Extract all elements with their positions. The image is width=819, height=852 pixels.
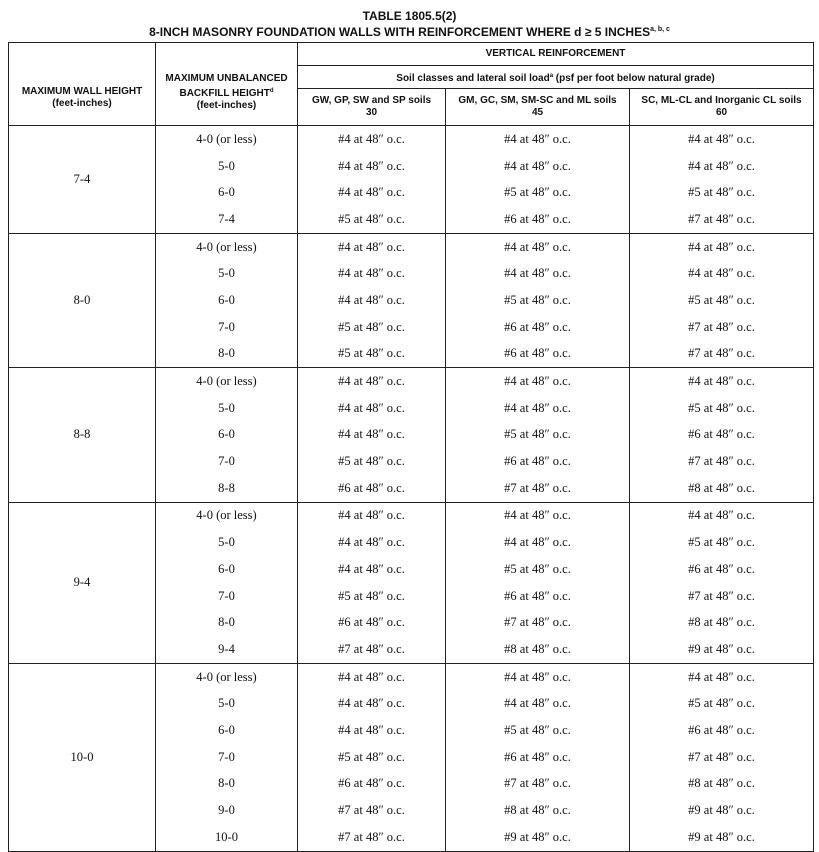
soil-45-cell: #4 at 48″ o.c. [446,502,630,529]
backfill-height-cell: 5-0 [156,690,298,717]
soil-60-cell: #7 at 48″ o.c. [630,744,814,771]
backfill-height-cell: 10-0 [156,824,298,851]
soil-60-cell: #8 at 48″ o.c. [630,771,814,798]
header-soil-col-3 [630,89,814,126]
soil-45-cell: #4 at 48″ o.c. [446,529,630,556]
soil-30-cell: #7 at 48″ o.c. [298,797,446,824]
header-soil-units: (psf per foot below natural grade) [553,72,715,84]
soil-60-cell: #9 at 48″ o.c. [630,824,814,851]
soil-30-cell: #5 at 48″ o.c. [298,583,446,610]
soil-60-cell: #4 at 48″ o.c. [630,126,814,153]
soil-30-cell: #4 at 48″ o.c. [298,179,446,206]
wall-height-cell: 8-0 [9,233,156,367]
wall-height-cell: 7-4 [9,126,156,234]
soil-60-cell: #4 at 48″ o.c. [630,502,814,529]
backfill-height-cell: 6-0 [156,556,298,583]
soil-45-cell: #5 at 48″ o.c. [446,717,630,744]
soil-30-cell: #4 at 48″ o.c. [298,260,446,287]
header-soil-col-2-label: GM, GC, SM, SM-SC and ML soils [458,95,617,106]
soil-30-cell: #7 at 48″ o.c. [298,824,446,851]
reinforcement-table [8,42,814,852]
wall-height-cell: 9-4 [9,502,156,663]
soil-45-cell: #8 at 48″ o.c. [446,797,630,824]
soil-60-cell: #5 at 48″ o.c. [630,287,814,314]
soil-60-cell: #4 at 48″ o.c. [630,260,814,287]
soil-45-cell: #5 at 48″ o.c. [446,422,630,449]
soil-30-cell: #5 at 48″ o.c. [298,314,446,341]
soil-45-cell: #4 at 48″ o.c. [446,126,630,153]
soil-60-cell: #8 at 48″ o.c. [630,475,814,502]
soil-45-cell: #5 at 48″ o.c. [446,179,630,206]
table-row [9,126,814,153]
header-vertical-reinforcement: VERTICAL REINFORCEMENT [298,43,814,66]
soil-60-cell: #7 at 48″ o.c. [630,448,814,475]
backfill-height-cell: 8-0 [156,341,298,368]
header-soil-footnote: a [549,72,554,79]
backfill-height-cell: 8-0 [156,609,298,636]
soil-45-cell: #4 at 48″ o.c. [446,233,630,260]
soil-45-cell: #6 at 48″ o.c. [446,314,630,341]
backfill-height-cell: 5-0 [156,260,298,287]
backfill-height-cell: 4-0 (or less) [156,126,298,153]
soil-30-cell: #4 at 48″ o.c. [298,153,446,180]
backfill-height-cell: 6-0 [156,422,298,449]
soil-30-cell: #4 at 48″ o.c. [298,126,446,153]
backfill-height-cell: 7-0 [156,583,298,610]
table-header [9,43,814,126]
soil-30-cell: #5 at 48″ o.c. [298,206,446,233]
soil-30-cell: #6 at 48″ o.c. [298,771,446,798]
soil-30-cell: #5 at 48″ o.c. [298,341,446,368]
backfill-height-cell: 9-4 [156,636,298,663]
soil-30-cell: #7 at 48″ o.c. [298,636,446,663]
backfill-height-cell: 8-0 [156,771,298,798]
soil-45-cell: #6 at 48″ o.c. [446,583,630,610]
soil-60-cell: #4 at 48″ o.c. [630,663,814,690]
soil-60-cell: #8 at 48″ o.c. [630,609,814,636]
soil-60-cell: #9 at 48″ o.c. [630,636,814,663]
soil-30-cell: #4 at 48″ o.c. [298,233,446,260]
soil-30-cell: #4 at 48″ o.c. [298,690,446,717]
backfill-height-cell: 7-0 [156,744,298,771]
soil-45-cell: #9 at 48″ o.c. [446,824,630,851]
header-soil-col-3-label: SC, ML-CL and Inorganic CL soils [641,95,802,106]
soil-45-cell: #7 at 48″ o.c. [446,609,630,636]
backfill-height-cell: 4-0 (or less) [156,663,298,690]
soil-45-cell: #4 at 48″ o.c. [446,663,630,690]
soil-60-cell: #5 at 48″ o.c. [630,179,814,206]
soil-45-cell: #7 at 48″ o.c. [446,475,630,502]
backfill-height-cell: 6-0 [156,287,298,314]
soil-30-cell: #4 at 48″ o.c. [298,422,446,449]
header-wall-height-units: (feet-inches) [52,98,112,109]
soil-45-cell: #4 at 48″ o.c. [446,260,630,287]
soil-60-cell: #7 at 48″ o.c. [630,341,814,368]
soil-45-cell: #5 at 48″ o.c. [446,556,630,583]
soil-60-cell: #5 at 48″ o.c. [630,395,814,422]
backfill-height-cell: 8-8 [156,475,298,502]
header-backfill-footnote: d [269,87,274,94]
soil-60-cell: #7 at 48″ o.c. [630,583,814,610]
soil-30-cell: #6 at 48″ o.c. [298,475,446,502]
header-soil-col-1 [298,89,446,126]
table-number: TABLE 1805.5(2) [362,9,457,23]
backfill-height-cell: 4-0 (or less) [156,368,298,395]
soil-45-cell: #4 at 48″ o.c. [446,395,630,422]
table-row [9,502,814,529]
soil-30-cell: #4 at 48″ o.c. [298,502,446,529]
soil-45-cell: #6 at 48″ o.c. [446,341,630,368]
soil-60-cell: #9 at 48″ o.c. [630,797,814,824]
soil-30-cell: #4 at 48″ o.c. [298,395,446,422]
header-soil-col-3-load: 60 [715,107,728,118]
header-wall-height-label: MAXIMUM WALL HEIGHT [21,86,143,97]
backfill-height-cell: 6-0 [156,179,298,206]
backfill-height-cell: 7-0 [156,448,298,475]
header-backfill-units: (feet-inches) [196,99,257,111]
header-wall-height [9,43,156,126]
soil-60-cell: #7 at 48″ o.c. [630,314,814,341]
backfill-height-cell: 5-0 [156,529,298,556]
soil-45-cell: #5 at 48″ o.c. [446,287,630,314]
soil-60-cell: #4 at 48″ o.c. [630,153,814,180]
table-caption-footnotes: a, b, c [650,26,670,33]
soil-60-cell: #7 at 48″ o.c. [630,206,814,233]
soil-30-cell: #5 at 48″ o.c. [298,448,446,475]
soil-30-cell: #5 at 48″ o.c. [298,744,446,771]
backfill-height-cell: 7-4 [156,206,298,233]
soil-45-cell: #4 at 48″ o.c. [446,153,630,180]
backfill-height-cell: 4-0 (or less) [156,502,298,529]
soil-30-cell: #4 at 48″ o.c. [298,287,446,314]
backfill-height-cell: 5-0 [156,153,298,180]
header-soil-text: Soil classes and lateral soil load [396,72,550,84]
soil-45-cell: #6 at 48″ o.c. [446,744,630,771]
soil-30-cell: #4 at 48″ o.c. [298,368,446,395]
soil-60-cell: #4 at 48″ o.c. [630,233,814,260]
header-soil-classes [298,66,814,89]
backfill-height-cell: 9-0 [156,797,298,824]
header-backfill [156,43,298,126]
soil-60-cell: #4 at 48″ o.c. [630,368,814,395]
table-title-block [0,9,819,39]
soil-45-cell: #4 at 48″ o.c. [446,690,630,717]
soil-30-cell: #4 at 48″ o.c. [298,663,446,690]
soil-30-cell: #4 at 48″ o.c. [298,556,446,583]
wall-height-cell: 8-8 [9,368,156,502]
soil-30-cell: #4 at 48″ o.c. [298,717,446,744]
header-soil-col-1-label: GW, GP, SW and SP soils [311,95,432,106]
soil-45-cell: #8 at 48″ o.c. [446,636,630,663]
soil-30-cell: #4 at 48″ o.c. [298,529,446,556]
soil-45-cell: #6 at 48″ o.c. [446,448,630,475]
soil-60-cell: #5 at 48″ o.c. [630,690,814,717]
soil-60-cell: #6 at 48″ o.c. [630,422,814,449]
soil-45-cell: #6 at 48″ o.c. [446,206,630,233]
backfill-height-cell: 5-0 [156,395,298,422]
header-soil-col-2 [446,89,630,126]
table-caption-text: 8-INCH MASONRY FOUNDATION WALLS WITH REINFORCEMENT WHERE d ≥ 5 INCHES [149,25,651,39]
backfill-height-cell: 4-0 (or less) [156,233,298,260]
header-backfill-label [156,73,297,100]
table-row [9,663,814,690]
table-caption [0,23,819,39]
soil-60-cell: #5 at 48″ o.c. [630,529,814,556]
backfill-height-cell: 6-0 [156,717,298,744]
table-row [9,368,814,395]
backfill-height-cell: 7-0 [156,314,298,341]
header-soil-col-2-load: 45 [531,107,544,118]
header-soil-col-1-load: 30 [365,107,378,118]
soil-60-cell: #6 at 48″ o.c. [630,717,814,744]
soil-30-cell: #6 at 48″ o.c. [298,609,446,636]
table-body [9,126,814,852]
soil-60-cell: #6 at 48″ o.c. [630,556,814,583]
soil-45-cell: #4 at 48″ o.c. [446,368,630,395]
header-backfill-text: MAXIMUM UNBALANCED BACKFILL HEIGHT [165,72,288,99]
table-row [9,233,814,260]
soil-45-cell: #7 at 48″ o.c. [446,771,630,798]
wall-height-cell: 10-0 [9,663,156,851]
